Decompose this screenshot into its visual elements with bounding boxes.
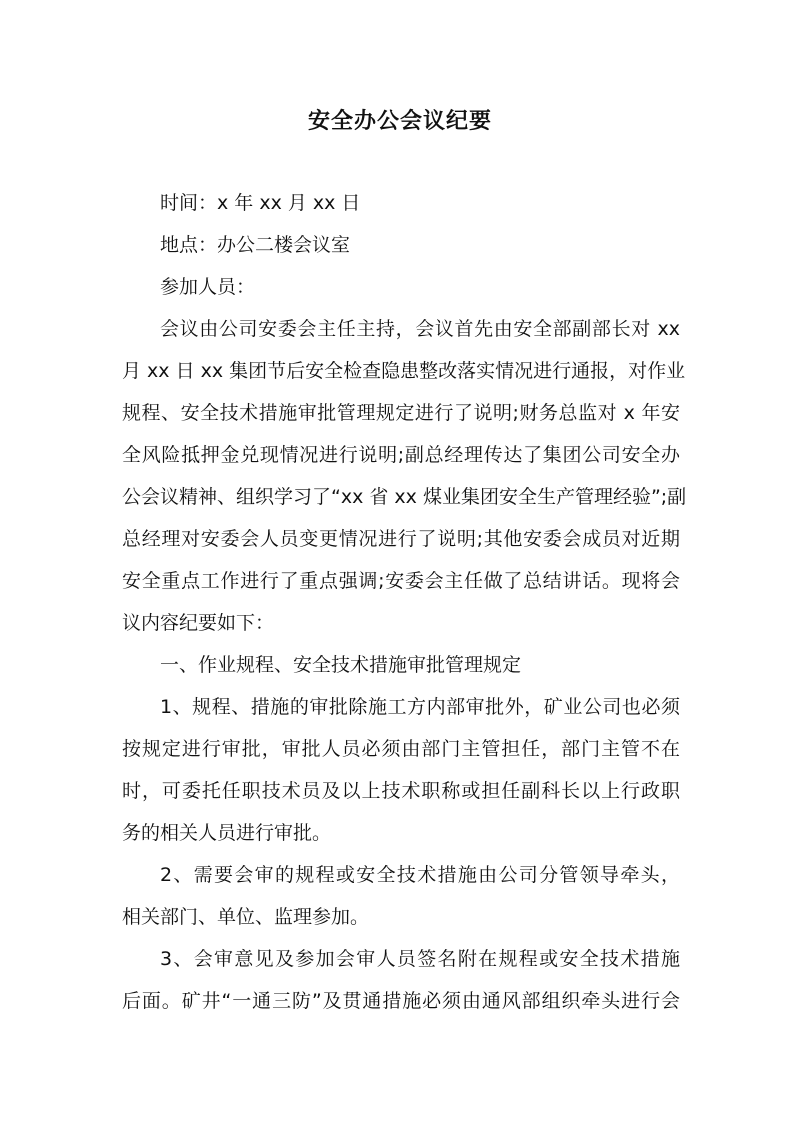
body-line: 相关部门、单位、监理参加。 [122,906,370,928]
section-heading: 一、作业规程、安全技术措施审批管理规定 [160,654,522,676]
body-line: 会议由公司安委会主任主持，会议首先由安全部副部长对 xx [160,318,680,340]
body-line: 月 xx 日 xx 集团节后安全检查隐患整改落实情况进行通报，对作业 [122,360,686,382]
document-title: 安全办公会议纪要 [307,109,492,134]
body-line: 规程、安全技术措施审批管理规定进行了说明;财务总监对 x 年安 [122,402,680,424]
body-line: 安全重点工作进行了重点强调;安委会主任做了总结讲话。现将会 [122,570,680,592]
body-line: 1、规程、措施的审批除施工方内部审批外，矿业公司也必须 [160,696,680,718]
body-line: 议内容纪要如下： [122,612,275,634]
body-line: 后面。矿井“一通三防”及贯通措施必须由通风部组织牵头进行会 [122,990,680,1012]
body-line: 3、会审意见及参加会审人员签名附在规程或安全技术措施 [160,948,680,970]
body-line: 按规定进行审批，审批人员必须由部门主管担任，部门主管不在 [122,738,680,760]
body-line: 2、需要会审的规程或安全技术措施由公司分管领导牵头， [160,864,680,886]
body-line: 总经理对安委会人员变更情况进行了说明;其他安委会成员对近期 [122,528,680,550]
meeting-participants: 参加人员： [160,276,256,298]
body-line: 务的相关人员进行审批。 [122,822,332,844]
body-line: 全风险抵押金兑现情况进行说明;副总经理传达了集团公司安全办 [122,444,680,466]
meeting-time: 时间：x 年 xx 月 xx 日 [160,192,361,214]
body-line: 时，可委托任职技术员及以上技术职称或担任副科长以上行政职 [122,780,680,802]
meeting-location: 地点：办公二楼会议室 [160,234,351,256]
body-line: 公会议精神、组织学习了“xx 省 xx 煤业集团安全生产管理经验”;副 [122,486,687,508]
